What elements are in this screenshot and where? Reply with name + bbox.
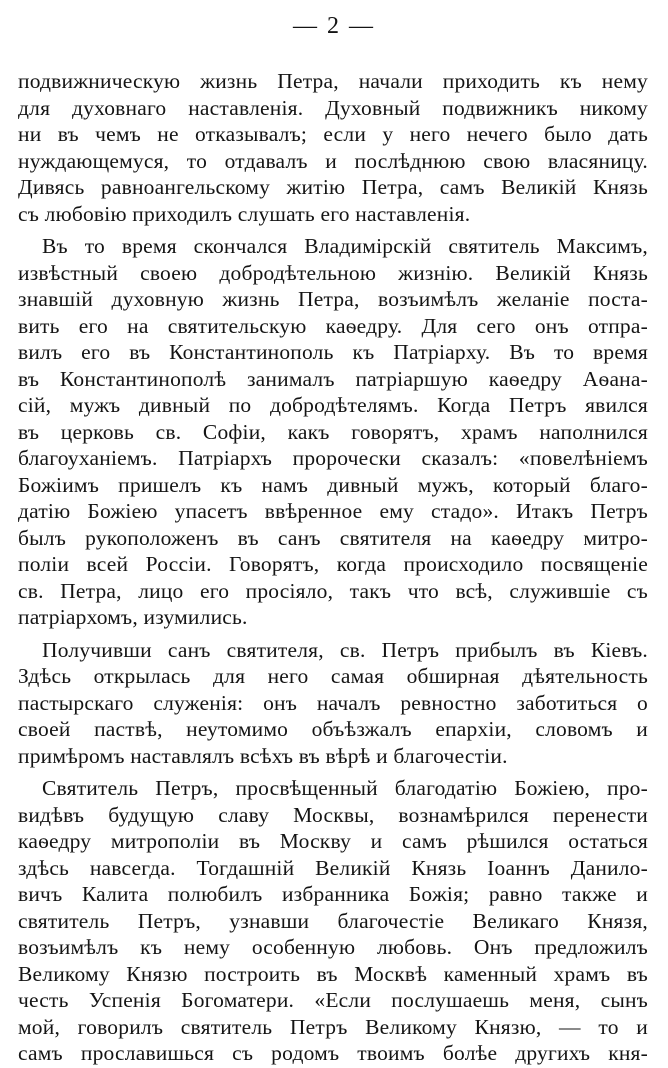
text-line: вилъ его въ Константинополь къ Патріарху. Въ то время	[18, 340, 648, 364]
text-line: честь Успенія Богоматери. «Если послушаешь меня, сынъ	[18, 988, 648, 1012]
text-line: нуждающемуся, то отдавалъ и послѣднюю свою власяницу.	[18, 148, 648, 173]
paragraph	[18, 775, 648, 1067]
text-line: пастырскаго служенія: онъ началъ ревностно заботиться о	[18, 690, 648, 715]
text-line: сій, мужъ дивный по добродѣтелямъ. Когда Петръ явился	[18, 393, 648, 417]
text-line: ни въ чемъ не отказывалъ; если у него нечего было дать	[18, 122, 648, 146]
text-line: видѣвъ будущую славу Москвы, вознамѣрился перенести	[18, 802, 648, 827]
text-line: святитель Петръ, узнавши благочестіе Великаго Князя,	[18, 908, 648, 933]
text-line: Великому Князю построить въ Москвѣ каменный храмъ въ	[18, 961, 648, 986]
text-line: извѣстный своею добродѣтельною жизнію. Великій Князь	[18, 260, 648, 285]
text-line: своей паствѣ, неутомимо объѣзжалъ епархіи, словомъ и	[18, 717, 648, 741]
paragraph	[18, 233, 648, 631]
text-line: подвижническую жизнь Петра, начали приходить къ нему	[18, 69, 648, 93]
text-line: съ любовію приходилъ слушать его наставленія.	[18, 201, 471, 226]
text-line: каѳедру митрополіи въ Москву и самъ рѣшился остаться	[18, 829, 648, 853]
text-line: поліи всей Россіи. Говорятъ, когда происходило посвященіе	[18, 552, 648, 576]
text-line: Въ то время скончался Владимірскій святитель Максимъ,	[42, 234, 648, 258]
text-line: Получивши санъ святителя, св. Петръ прибылъ въ Кіевъ.	[42, 637, 648, 662]
page-number: — 2 —	[293, 13, 375, 39]
text-line: мой, говорилъ святитель Петръ Великому Князю, — то и	[18, 1014, 648, 1039]
text-line: былъ рукоположенъ въ санъ святителя на каѳедру митро-	[18, 525, 648, 550]
text-line: въ Константинополѣ занималъ патріаршую каѳедру Аѳана-	[18, 366, 648, 391]
text-line: примѣромъ наставлялъ всѣхъ въ вѣрѣ и благочестіи.	[18, 743, 508, 768]
text-line: знавшій духовную жизнь Петра, возъимѣлъ желаніе поста-	[18, 287, 648, 311]
text-line: возъимѣлъ къ нему особенную любовь. Онъ предложилъ	[18, 935, 648, 959]
paragraph	[18, 637, 648, 770]
text-line: здѣсь навсегда. Тогдашній Великій Князь Іоаннъ Данило-	[18, 855, 648, 880]
paragraph	[18, 68, 648, 227]
text-line: Божіимъ пришелъ къ намъ дивный мужъ, который благо-	[18, 472, 648, 497]
text-line: самъ прославишься съ родомъ твоимъ болѣе другихъ кня-	[18, 1041, 648, 1065]
text-line: св. Петра, лицо его просіяло, такъ что всѣ, служившіе съ	[18, 578, 648, 603]
text-line: патріархомъ, изумились.	[18, 605, 248, 629]
body-text	[18, 68, 648, 1067]
text-line: благоуханіемъ. Патріархъ пророчески сказалъ: «повелѣніемъ	[18, 446, 648, 470]
text-line: для духовнаго наставленія. Духовный подвижникъ никому	[18, 95, 648, 120]
text-line: Здѣсь открылась для него самая обширная дѣятельность	[18, 664, 648, 688]
text-line: въ церковь св. Софіи, какъ говорятъ, храмъ наполнился	[18, 419, 648, 444]
text-line: вичъ Калита полюбилъ избранника Божія; равно также и	[18, 882, 648, 906]
text-line: датію Божіею упасетъ ввѣренное ему стадо». Итакъ Петръ	[18, 499, 648, 523]
text-line: Святитель Петръ, просвѣщенный благодатію Божіею, про-	[42, 776, 648, 800]
text-line: вить его на святительскую каѳедру. Для сего онъ отпра-	[18, 313, 648, 338]
text-line: Дивясь равноангельскому житію Петра, самъ Великій Князь	[18, 175, 648, 199]
